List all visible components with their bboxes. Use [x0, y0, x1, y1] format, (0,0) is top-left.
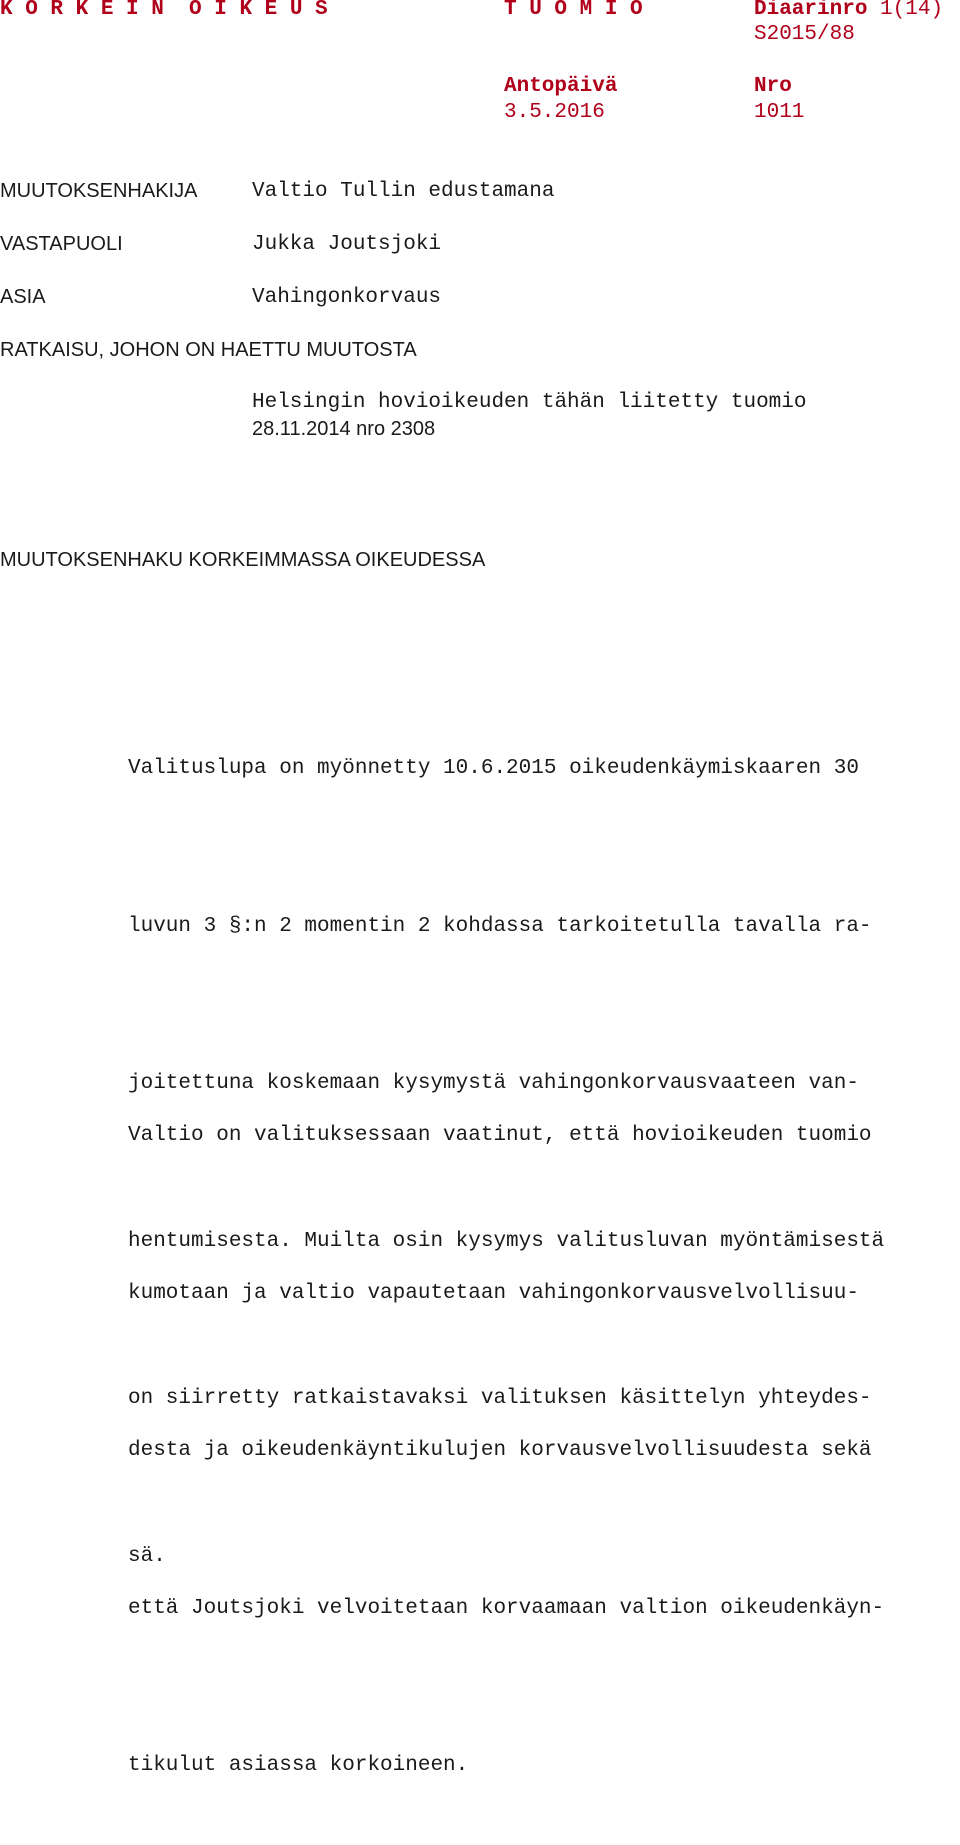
diary-number: S2015/88 [754, 23, 855, 46]
paragraph-1-line: on siirretty ratkaistavaksi valituksen käsittelyn yhteydes- [128, 1387, 872, 1410]
paragraph-1-line: luvun 3 §:n 2 momentin 2 kohdassa tarkoitetulla tavalla ra- [128, 914, 872, 938]
paragraph-2-line: kumotaan ja valtio vapautetaan vahingonkorvausvelvollisuu- [128, 1281, 859, 1305]
date-value: 3.5.2016 [504, 101, 605, 124]
paragraph-1-line: joitettuna koskemaan kysymystä vahingonkorvausvaateen van- [128, 1072, 859, 1095]
matter-value: Vahingonkorvaus [252, 286, 442, 309]
appellant-label: MUUTOKSENHAKIJA [0, 180, 198, 202]
paragraph-1-line: hentumisesta. Muilta osin kysymys valitusluvan myöntämisestä [128, 1229, 885, 1253]
number-label: Nro [754, 75, 792, 98]
paragraph-2 [128, 1005, 884, 1845]
appealed-decision-line1: Helsingin hovioikeuden tähän liitetty tuomio [252, 391, 807, 414]
diary-label: Diaarinro [754, 0, 868, 21]
appealed-decision-line2: 28.11.2014 nro 2308 [252, 418, 436, 440]
court-name: K O R K E I N O I K E U S [0, 0, 328, 21]
diary-label-row [754, 0, 943, 23]
number-value: 1011 [754, 101, 805, 124]
appealed-decision-heading: RATKAISU, JOHON ON HAETTU MUUTOSTA [0, 339, 417, 361]
respondent-label: VASTAPUOLI [0, 233, 123, 255]
paragraph-2-line: että Joutsjoki velvoitetaan korvaamaan valtion oikeudenkäyn- [128, 1596, 885, 1620]
page-indicator: 1(14) [880, 0, 944, 21]
appeal-section-heading: MUUTOKSENHAKU KORKEIMMASSA OIKEUDESSA [0, 549, 486, 571]
paragraph-2-line: Valtio on valituksessaan vaatinut, että hovioikeuden tuomio [128, 1124, 872, 1147]
date-label: Antopäivä [504, 75, 618, 98]
matter-label: ASIA [0, 286, 46, 308]
appellant-value: Valtio Tullin edustamana [252, 180, 555, 203]
paragraph-1-line: Valituslupa on myönnetty 10.6.2015 oikeudenkäymiskaaren 30 [128, 757, 859, 780]
paragraph-2-line: desta ja oikeudenkäyntikulujen korvausvelvollisuudesta sekä [128, 1439, 872, 1462]
respondent-value: Jukka Joutsjoki [252, 233, 442, 256]
paragraph-1-line: sä. [128, 1544, 166, 1568]
document-type: T U O M I O [504, 0, 643, 21]
paragraph-2-line: tikulut asiassa korkoineen. [128, 1754, 469, 1777]
